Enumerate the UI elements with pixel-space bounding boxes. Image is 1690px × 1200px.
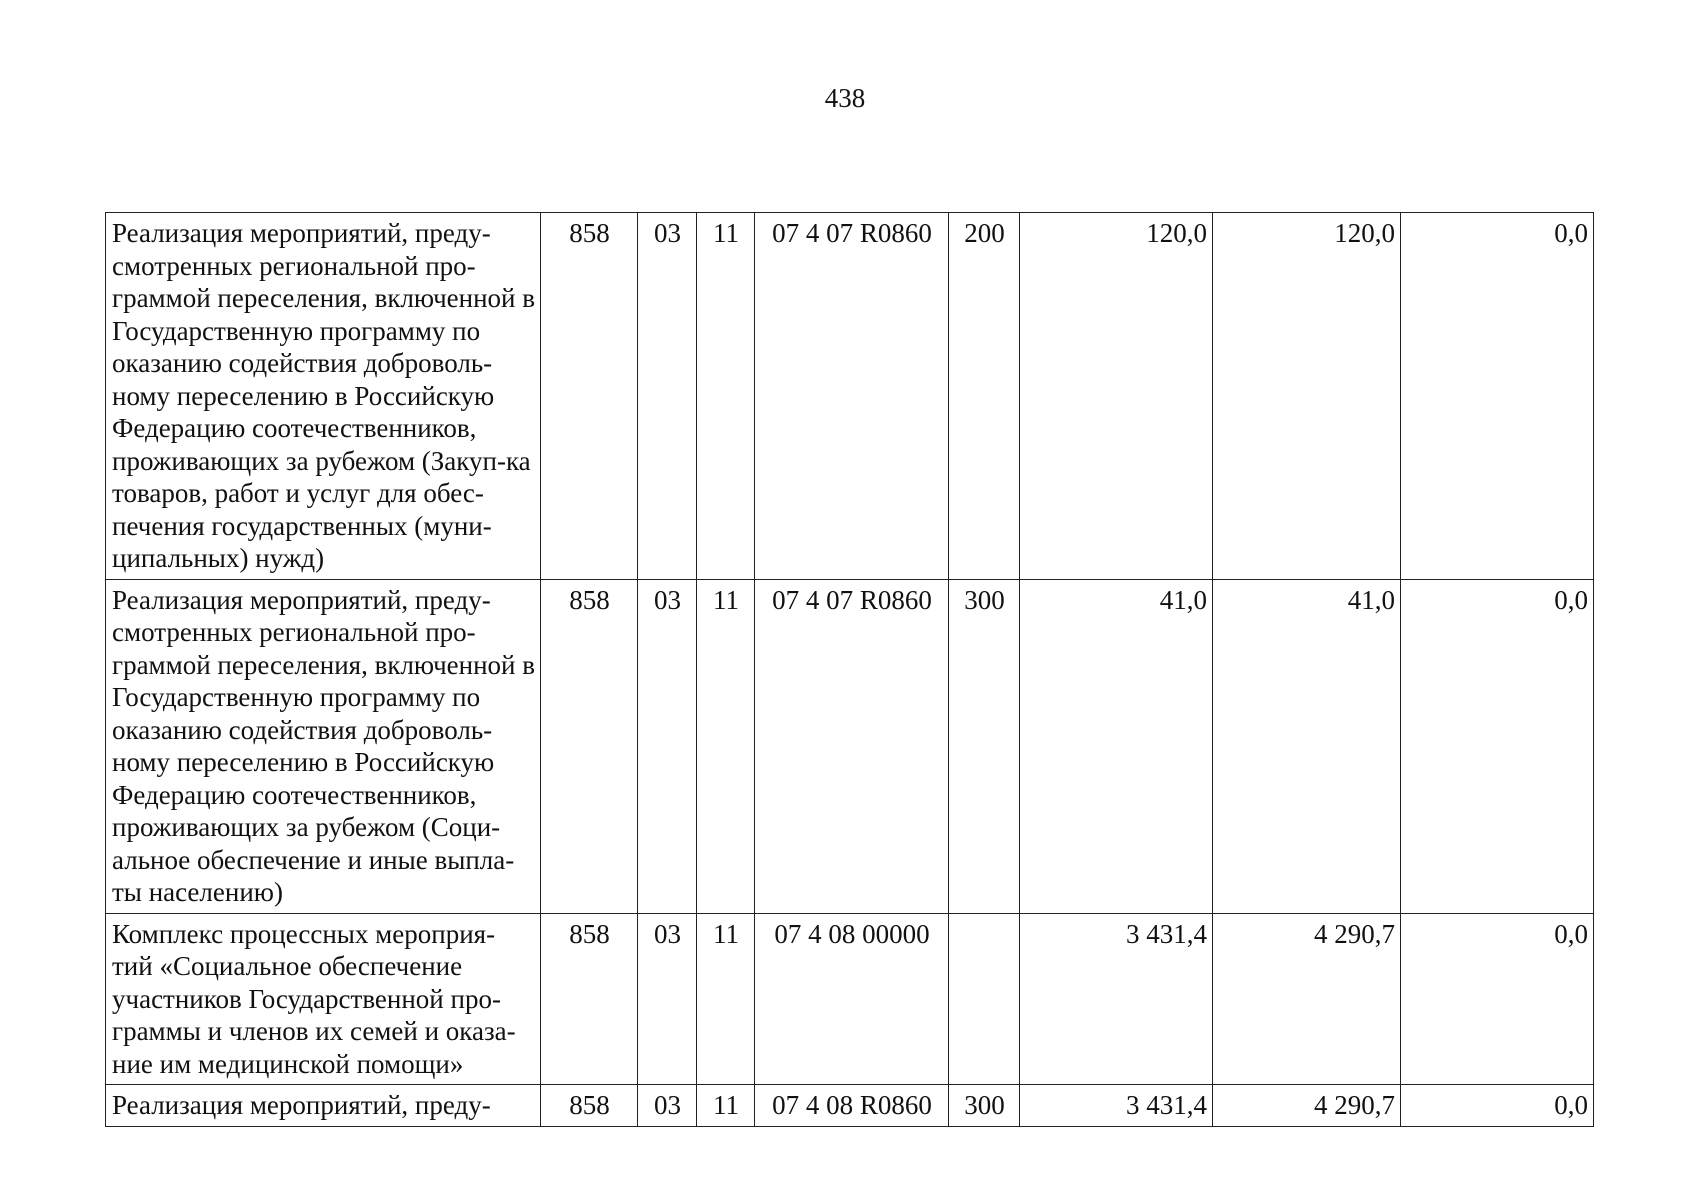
amount-1-cell: 120,0 bbox=[1020, 213, 1213, 580]
row-name-cell: Реализация мероприятий, преду- bbox=[106, 1085, 541, 1127]
amount-2-cell: 4 290,7 bbox=[1213, 913, 1401, 1085]
table-row bbox=[106, 1085, 1594, 1127]
amount-2-cell: 120,0 bbox=[1213, 213, 1401, 580]
target-article-cell: 07 4 08 00000 bbox=[755, 913, 949, 1085]
target-article-cell: 07 4 07 R0860 bbox=[755, 213, 949, 580]
table-row bbox=[106, 213, 1594, 580]
amount-1-cell: 41,0 bbox=[1020, 579, 1213, 913]
ministry-code-cell: 858 bbox=[541, 913, 638, 1085]
subsection-code-cell: 11 bbox=[697, 213, 755, 580]
section-code-cell: 03 bbox=[638, 913, 697, 1085]
section-code-cell: 03 bbox=[638, 1085, 697, 1127]
amount-1-cell: 3 431,4 bbox=[1020, 913, 1213, 1085]
amount-1-cell: 3 431,4 bbox=[1020, 1085, 1213, 1127]
budget-table bbox=[105, 212, 1594, 1127]
row-name-cell: Реализация мероприятий, преду-смотренных региональной про-граммой переселения, включенной в Государственную программу по оказанию содействия доброволь-ному переселению в Российскую Федерацию соотечественников, проживающих за рубежом (Закуп-ка товаров, работ и услуг для обес-печения государственных (муни-ципальных) нужд) bbox=[106, 213, 541, 580]
row-name-cell: Комплекс процессных мероприя-тий «Социальное обеспечение участников Государственной про-граммы и членов их семей и оказа-ние им медицинской помощи» bbox=[106, 913, 541, 1085]
subsection-code-cell: 11 bbox=[697, 913, 755, 1085]
amount-3-cell: 0,0 bbox=[1401, 213, 1594, 580]
amount-2-cell: 41,0 bbox=[1213, 579, 1401, 913]
page-number: 438 bbox=[824, 83, 866, 113]
amount-2-cell: 4 290,7 bbox=[1213, 1085, 1401, 1127]
amount-3-cell: 0,0 bbox=[1401, 913, 1594, 1085]
expense-type-cell: 300 bbox=[949, 579, 1020, 913]
expense-type-cell: 200 bbox=[949, 213, 1020, 580]
section-code-cell: 03 bbox=[638, 213, 697, 580]
amount-3-cell: 0,0 bbox=[1401, 1085, 1594, 1127]
expense-type-cell bbox=[949, 913, 1020, 1085]
subsection-code-cell: 11 bbox=[697, 579, 755, 913]
row-name-cell: Реализация мероприятий, преду-смотренных региональной про-граммой переселения, включенной в Государственную программу по оказанию содействия доброволь-ному переселению в Российскую Федерацию соотечественников, проживающих за рубежом (Соци-альное обеспечение и иные выпла-ты населению) bbox=[106, 579, 541, 913]
expense-type-cell: 300 bbox=[949, 1085, 1020, 1127]
amount-3-cell: 0,0 bbox=[1401, 579, 1594, 913]
table-row bbox=[106, 579, 1594, 913]
ministry-code-cell: 858 bbox=[541, 213, 638, 580]
subsection-code-cell: 11 bbox=[697, 1085, 755, 1127]
table-row bbox=[106, 913, 1594, 1085]
ministry-code-cell: 858 bbox=[541, 579, 638, 913]
target-article-cell: 07 4 07 R0860 bbox=[755, 579, 949, 913]
section-code-cell: 03 bbox=[638, 579, 697, 913]
ministry-code-cell: 858 bbox=[541, 1085, 638, 1127]
target-article-cell: 07 4 08 R0860 bbox=[755, 1085, 949, 1127]
